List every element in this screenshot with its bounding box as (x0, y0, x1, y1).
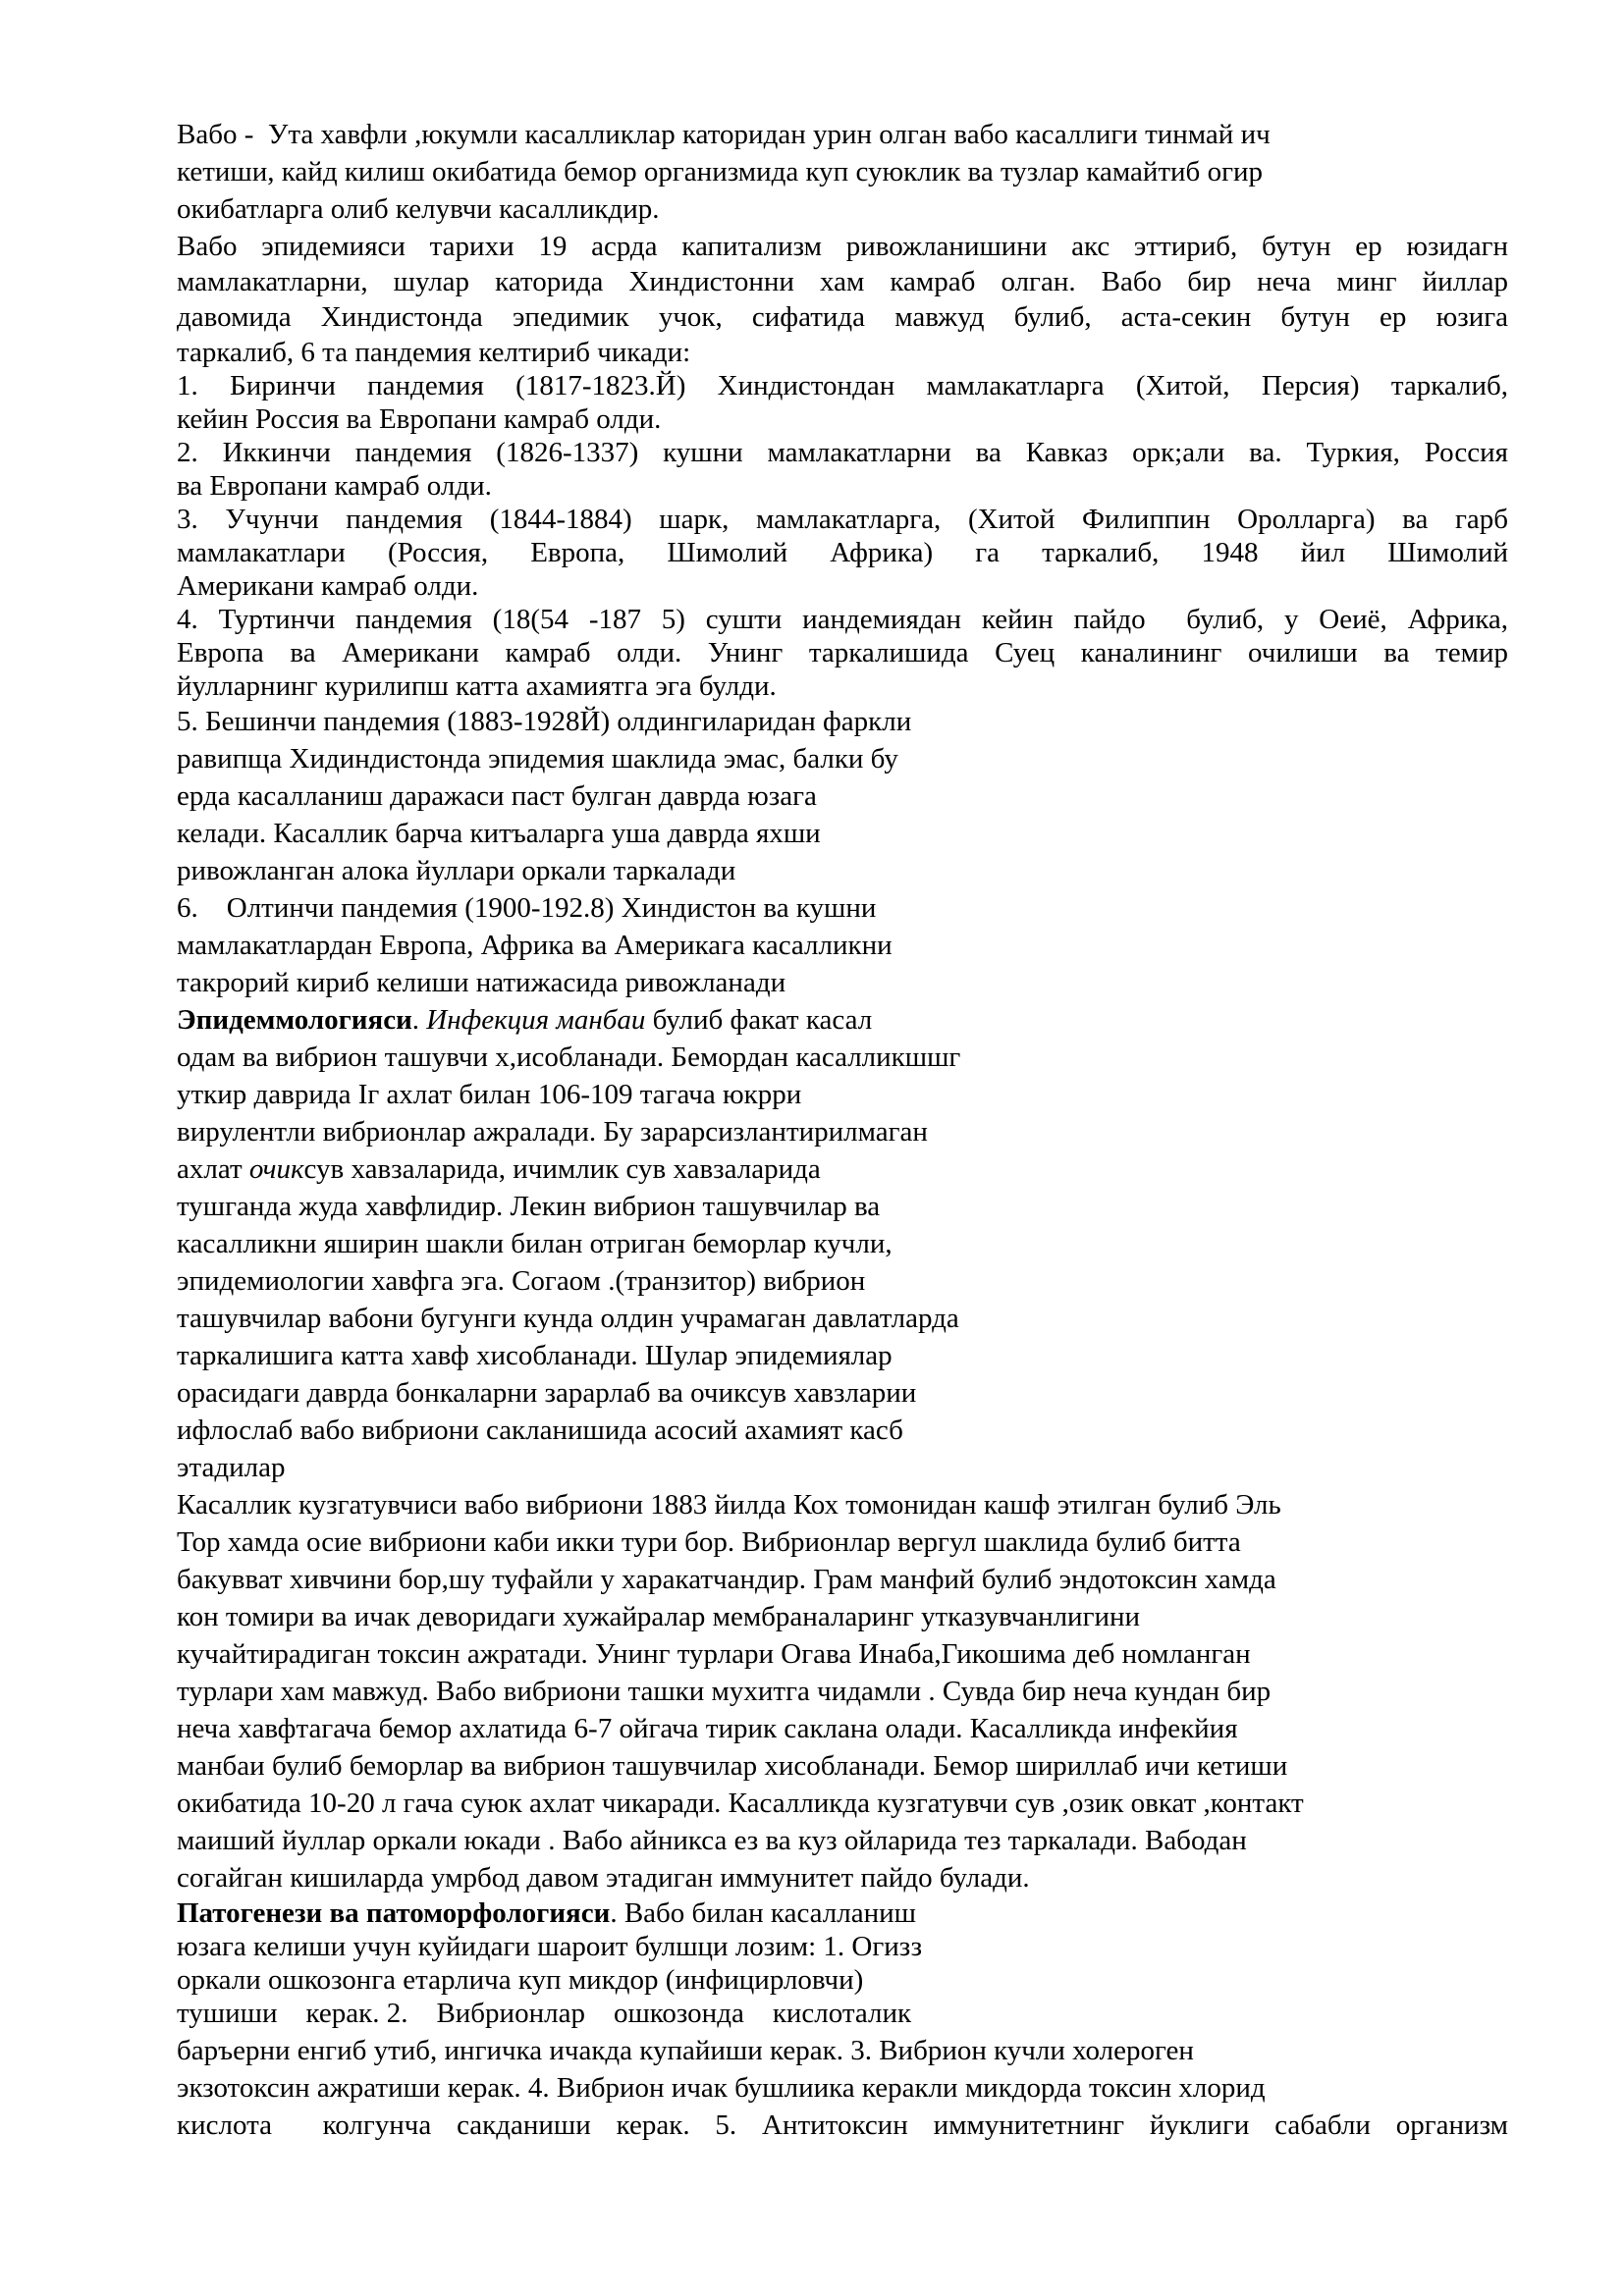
epidemiology-line: уткир даврида Iг ахлат билан 106-109 тагача юкрри (177, 1079, 802, 1110)
ochik-term: очик (248, 1153, 304, 1185)
pathogen-line: манбаи булиб беморлар ва вибрион ташувчилар хисобланади. Бемор шириллаб ичи кетиши (177, 1750, 1288, 1782)
pandemic-6-line: мамлакатлардан Европа, Африка ва Америкага касалликни (177, 930, 893, 961)
pathogen-line: бакувват хивчини бор,шу туфайли у харакатчандир. Грам манфий булиб эндотоксин хамда (177, 1564, 1276, 1595)
epidemiology-line: тушганда жуда хавфлидир. Лекин вибрион ташувчилар ва (177, 1191, 881, 1222)
pandemic-2-line: ва Европани камраб олди. (177, 470, 492, 502)
epidemiology-first-line (177, 1003, 872, 1037)
pathogenesis-line: экзотоксин ажратиши керак. 4. Вибрион ичак бушлиика керакли микдорда токсин хлорид (177, 2072, 1266, 2104)
pathogenesis-line: тушиши керак. 2. Вибрионлар ошкозонда кислоталик (177, 1998, 912, 2029)
pandemic-3-line: 3. Учунчи пандемия (1844-1884) шарк, мамлакатларга, (Хитой Филиппин Оролларга) ва гарб (177, 504, 1508, 535)
ochik-rest: сув хавзаларида, ичимлик сув хавзаларида (303, 1153, 821, 1185)
epidemiology-line: ташувчилар вабони бугунги кунда олдин учрамаган давлатларда (177, 1303, 959, 1334)
epidemiology-line: орасидаги даврда бонкаларни зарарлаб ва очиксув хавзларии (177, 1377, 917, 1409)
pathogen-line: кучайтирадиган токсин ажратади. Унинг турлари Огава Инаба,Гикошима деб номланган (177, 1638, 1251, 1670)
history-line: Вабо эпидемияси тарихи 19 асрда капитализм ривожланишини акс эттириб, бутун ер юзидагн (177, 231, 1508, 262)
pandemic-3-line: Американи камраб олди. (177, 570, 479, 602)
ochik-pre: ахлат (177, 1153, 249, 1185)
intro-line: окибатларга олиб келувчи касалликдир. (177, 193, 660, 225)
heading-separator: . (411, 1004, 427, 1036)
pathogen-line: турлари хам мавжуд. Вабо вибриони ташки мухитга чидамли . Сувда бир неча кундан бир (177, 1676, 1272, 1707)
pandemic-3-line: мамлакатлари (Россия, Европа, Шимолий Африка) га таркалиб, 1948 йил Шимолий (177, 537, 1508, 568)
pathogenesis-first-rest: . Вабо билан касалланиш (610, 1897, 916, 1929)
epidemiology-line: ифлослаб вабо вибриони сакланишида асосий ахамият касб (177, 1415, 903, 1446)
history-line: таркалиб, 6 та пандемия келтириб чикади: (177, 337, 691, 368)
epidemiology-line: эпидемиологии хавфга эга. Согаом .(транзитор) вибрион (177, 1265, 866, 1297)
pathogenesis-line: юзага келиши учун куйидаги шароит булшци лозим: 1. Огизз (177, 1931, 923, 1962)
pandemic-4-line: Европа ва Американи камраб олди. Унинг таркалишида Суец каналининг очилиши ва темир (177, 637, 1508, 668)
pandemic-5-line: равипща Хидиндистонда эпидемия шаклида эмас, балки бу (177, 743, 898, 774)
pandemic-5-line: келади. Касаллик барча китъаларга уша даврда яхши (177, 818, 821, 849)
pandemic-5-line: 5. Бешинчи пандемия (1883-1928Й) олдингиларидан фаркли (177, 706, 912, 737)
pandemic-4-line: 4. Туртинчи пандемия (18(54 -187 5) сушти иандемиядан кейин пайдо булиб, у Оеиё, Африка, (177, 604, 1508, 635)
epidemiology-first-rest: булиб факат касал (645, 1004, 873, 1036)
pandemic-6-line: 6. Олтинчи пандемия (1900-192.8) Хиндистон ва кушни (177, 892, 877, 924)
pandemic-1-line: 1. Биринчи пандемия (1817-1823.Й) Хиндистондан мамлакатларга (Хитой, Персия) таркалиб, (177, 370, 1508, 401)
epidemiology-line: таркалишига катта хавф хисобланади. Шулар эпидемиялар (177, 1340, 893, 1371)
epidemiology-line: вирулентли вибрионлар ажралади. Бу зарарсизлантирилмаган (177, 1116, 928, 1148)
epidemiology-line: этадилар (177, 1452, 286, 1483)
pathogenesis-heading: Патогенези ва патоморфологияси (177, 1897, 611, 1929)
pathogen-line: Тор хамда осие вибриони каби икки тури бор. Вибрионлар вергул шаклида булиб битта (177, 1526, 1241, 1558)
pathogenesis-line: оркали ошкозонга етарлича куп микдор (инфицирловчи) (177, 1964, 864, 1996)
pandemic-2-line: 2. Иккинчи пандемия (1826-1337) кушни мамлакатларни ва Кавказ орк;али ва. Туркия, Россия (177, 437, 1508, 468)
pandemic-4-line: йулларнинг курилипш катта ахамиятга эга булди. (177, 670, 777, 702)
pathogen-line: неча хавфтагача бемор ахлатида 6-7 ойгача тирик саклана олади. Касалликда инфекйия (177, 1713, 1238, 1744)
history-line: давомида Хиндистонда эпедимик учок, сифатида мавжуд булиб, аста-секин бутун ер юзига (177, 301, 1508, 333)
pandemic-6-line: такрорий кириб келиши натижасида ривожланади (177, 967, 786, 998)
pathogen-line: Касаллик кузгатувчиси вабо вибриони 1883 йилда Кох томонидан кашф этилган булиб Эль (177, 1489, 1281, 1521)
pathogen-line: окибатида 10-20 л гача суюк ахлат чикаради. Касалликда кузгатувчи сув ,озик овкат ,контакт (177, 1788, 1304, 1819)
pathogenesis-first-line (177, 1896, 916, 1930)
intro-line: кетиши, кайд килиш окибатида бемор организмида куп суюклик ва тузлар камайтиб огир (177, 156, 1263, 187)
pathogenesis-line: баръерни енгиб утиб, ингичка ичакда купайиши керак. 3. Вибрион кучли холероген (177, 2035, 1194, 2066)
pandemic-5-line: ерда касалланиш даражаси паст булган даврда юзага (177, 780, 817, 812)
epidemiology-heading: Эпидеммологияси (177, 1004, 412, 1036)
pathogenesis-line: кислота колгунча сакданиши керак. 5. Антитоксин иммунитетнинг йуклиги сабабли организм (177, 2109, 1508, 2141)
pathogen-line: кон томири ва ичак деворидаги хужайралар мембраналаринг утказувчанлигини (177, 1601, 1141, 1632)
epidemiology-line: одам ва вибрион ташувчи х,исобланади. Бемордан касалликшшг (177, 1041, 961, 1073)
pandemic-5-line: ривожланган алока йуллари оркали таркалади (177, 855, 736, 886)
pathogen-line: маиший йуллар оркали юкади . Вабо айникса ез ва куз ойларида тез таркалади. Вабодан (177, 1825, 1247, 1856)
history-line: мамлакатларни, шулар каторида Хиндистонни хам камраб олган. Вабо бир неча минг йиллар (177, 266, 1508, 297)
epidemiology-line (177, 1152, 821, 1186)
pandemic-1-line: кейин Россия ва Европани камраб олди. (177, 403, 662, 435)
infection-source-term: Инфекция манбаи (426, 1004, 646, 1036)
pathogen-line: согайган кишиларда умрбод давом этадиган иммунитет пайдо булади. (177, 1862, 1030, 1894)
epidemiology-line: касалликни яширин шакли билан отриган беморлар кучли, (177, 1228, 893, 1259)
intro-line: Вабо - Ута хавфли ,юкумли касалликлар каторидан урин олган вабо касаллиги тинмай ич (177, 119, 1271, 150)
